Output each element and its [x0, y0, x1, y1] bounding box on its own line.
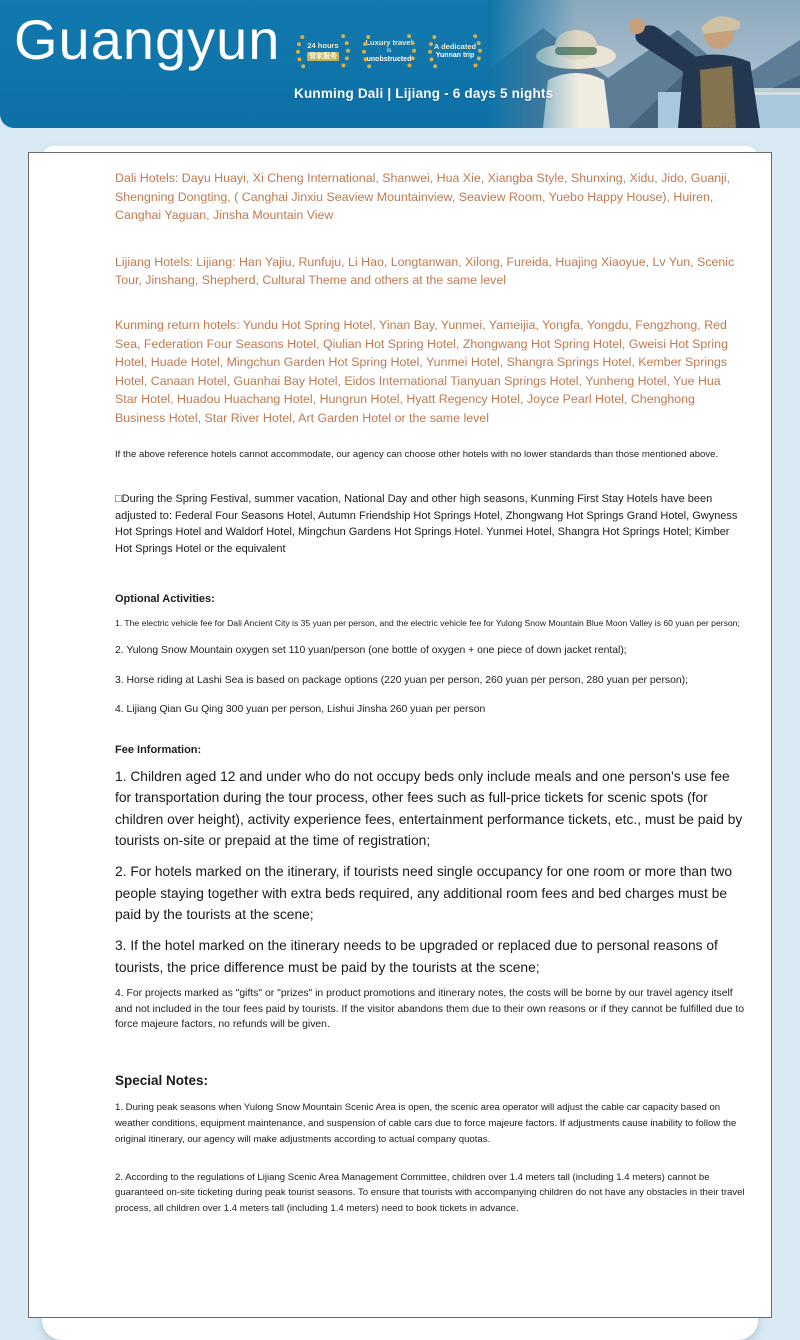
- brand-logo: Guangyun: [14, 8, 281, 71]
- page-header: [0, 0, 800, 128]
- optional-activities-title: Optional Activities:: [115, 593, 215, 606]
- badge-line: 管家服务: [309, 52, 337, 60]
- fee-item: 4. For projects marked as "gifts" or "prizes" in product promotions and itinerary notes, the costs will be borne by our travel agency itself and not included in the tour fees paid by tourists. If the visitor abandons them due to their own reasons or if they cannot be fulfilled due to force majeure factors, no refunds will be given.: [115, 988, 745, 1031]
- fee-item: 2. For hotels marked on the itinerary, if tourists need single occupancy for one room or more than two people staying together with extra beds required, any additional room fees and bed charges must be paid by the tourists at the scene;: [115, 864, 733, 923]
- badge-line: 24 hours: [307, 40, 339, 50]
- award-badges: [294, 22, 484, 80]
- badge-line: Yunnan trip: [435, 51, 475, 59]
- document-page: [28, 152, 772, 1318]
- fee-information-title: Fee Information:: [115, 743, 202, 756]
- badge-24h-service: [294, 22, 352, 80]
- hero-photo: [488, 0, 800, 128]
- fee-item: 1. Children aged 12 and under who do not occupy beds only include meals and one person's use fee for transportation during the tour process, other fees such as full-price tickets for scenic spots (for children over height), activity experience fees, entertainment performance tickets, etc., must be paid by tourists on-site or prepaid at the time of registration;: [115, 768, 743, 848]
- tour-subtitle: Kunming Dali | Lijiang - 6 days 5 nights: [294, 86, 554, 101]
- badge-luxury-travel: [360, 22, 418, 80]
- reference-hotels-note: If the above reference hotels cannot accommodate, our agency can choose other hotels with no lower standards than those mentioned above.: [115, 448, 719, 460]
- special-note-item: 2. According to the regulations of Lijiang Scenic Area Management Committee, children over 1.4 meters tall (including 1.4 meters) cannot be guaranteed on-site ticketing during peak tourist seasons. To ensure that tourists with accompanying children do not have any obstacles in their travel process, all children over 1.4 meters tall (including 1.4 meters) need to book tickets in advance.: [115, 1171, 745, 1215]
- dali-hotels-paragraph: Dali Hotels: Dayu Huayi, Xi Cheng International, Shanwei, Hua Xie, Xiangba Style, Shunxing, Xidu, Jido, Guanji, Shengning Dongting, ( Canghai Jinxiu Seaview Mountainview, Seaview Room, Yuebo Happy House), Huiren, Canghai Yaguan, Jinsha Mountain View: [115, 171, 731, 223]
- badge-dedicated-trip: [426, 22, 484, 80]
- special-note-item: 1. During peak seasons when Yulong Snow Mountain Scenic Area is open, the scenic area operator will adjust the cable car capacity based on weather conditions, equipment maintenance, and suspension of cable cars due to force majeure factors. If adjustments cause inability to follow the original itinerary, our agency will make adjustments according to actual company quotas.: [115, 1102, 737, 1145]
- badge-line: is: [386, 46, 392, 54]
- kunming-hotels-paragraph: Kunming return hotels: Yundu Hot Spring Hotel, Yinan Bay, Yunmei, Yameijia, Yongfa, Yongdu, Fengzhong, Red Sea, Federation Four Seasons Hotel, Qiulian Hot Spring Hotel, Zhongwang Hot Spring Hotel, Gweisi Hot Spring Hotel, Huade Hotel, Mingchun Garden Hot Spring Hotel, Yunmei Hotel, Shangra Springs Hotel, Kember Springs Hotel, Canaan Hotel, Guanhai Bay Hotel, Eidos International Tianyuan Springs Hotel, Yunheng Hotel, Yue Hua Star Hotel, Huadou Huachang Hotel, Hungrun Hotel, Hyatt Regency Hotel, Joyce Pearl Hotel, Chenghong Business Hotel, Star River Hotel, Art Garden Hotel or the same level: [115, 318, 728, 426]
- document-sheet-wrap: [28, 152, 772, 1318]
- fee-item: 3. If the hotel marked on the itinerary needs to be upgraded or replaced due to personal reasons of tourists, the price difference must be paid by the tourists at the scene;: [115, 938, 718, 975]
- special-notes-title: Special Notes:: [115, 1073, 209, 1089]
- optional-activity-item: 1. The electric vehicle fee for Dali Ancient City is 35 yuan per person, and the electric vehicle fee for Yulong Snow Mountain Blue Moon Valley is 60 yuan per person;: [115, 618, 740, 629]
- couple-lake-photo-illustration: [488, 0, 800, 128]
- optional-activity-item: 2. Yulong Snow Mountain oxygen set 110 yuan/person (one bottle of oxygen + one piece of down jacket rental);: [115, 645, 627, 657]
- optional-activity-item: 4. Lijiang Qian Gu Qing 300 yuan per person, Lishui Jinsha 260 yuan per person: [115, 704, 486, 716]
- badge-line: unobstructed: [366, 56, 412, 64]
- optional-activity-item: 3. Horse riding at Lashi Sea is based on package options (220 yuan per person, 260 yuan per person, 280 yuan per person);: [115, 674, 689, 686]
- lijiang-hotels-paragraph: Lijiang Hotels: Lijiang: Han Yajiu, Runfuju, Li Hao, Longtanwan, Xilong, Fureida, Huajing Xiaoyue, Lv Yun, Scenic Tour, Jinshang, Shepherd, Cultural Theme and others at the same level: [115, 254, 735, 288]
- badge-line: A dedicated: [433, 41, 477, 51]
- badge-line: Luxury travel: [365, 37, 413, 47]
- high-season-adjustment-note: □During the Spring Festival, summer vacation, National Day and other high seasons, Kunming First Stay Hotels have been adjusted to: Federal Four Seasons Hotel, Autumn Friendship Hot Springs Hotel, Zhongwang Hot Springs Grand Hotel, Gwyness Hot Springs Hotel and Waldorf Hotel, Mingchun Gardens Hot Springs Hotel. Yunmei Hotel, Shangra Hot Springs Hotel; Kimber Hot Springs Hotel or the equivalent: [115, 493, 738, 555]
